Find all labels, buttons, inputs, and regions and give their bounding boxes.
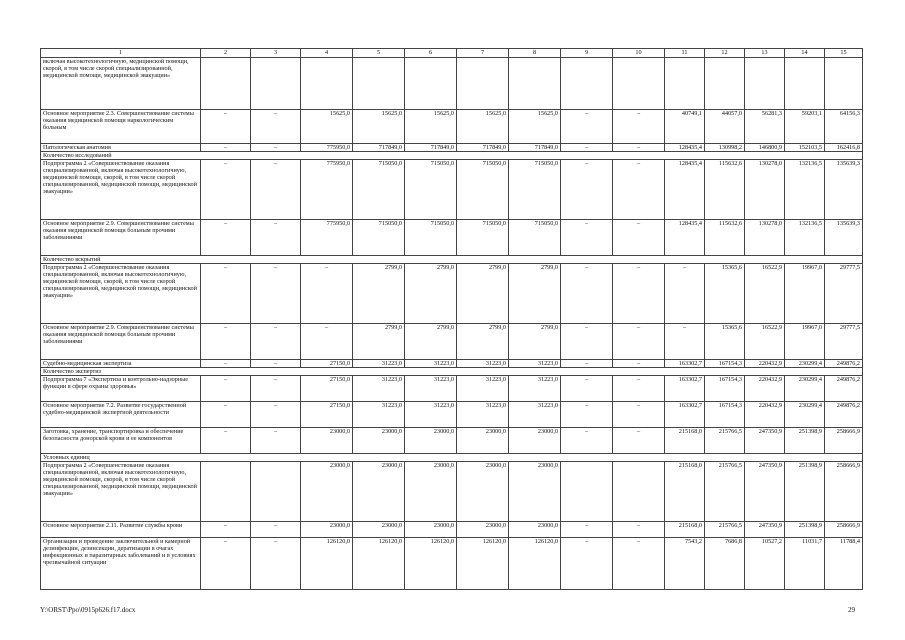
value-cell: 31223,0 [509, 376, 561, 402]
value-cell: – [201, 428, 251, 454]
value-cell [405, 58, 457, 110]
document-page [40, 48, 862, 590]
value-cell: – [613, 376, 665, 402]
table-row [41, 58, 863, 110]
column-number-header: 1 [41, 49, 201, 58]
data-table [40, 48, 863, 590]
value-cell: 220432,9 [745, 376, 785, 402]
value-cell: – [251, 538, 301, 590]
row-label-cell: Основное мероприятие 2.9. Совершенствование системы оказания медицинской помощи больным прочими заболеваниями [41, 324, 201, 360]
column-number-header: 10 [613, 49, 665, 58]
value-cell: 7686,8 [705, 538, 745, 590]
value-cell: 31223,0 [353, 402, 405, 428]
value-cell: – [201, 264, 251, 324]
value-cell: 15625,0 [509, 110, 561, 144]
value-cell: 163302,7 [665, 360, 705, 368]
value-cell: 31223,0 [353, 360, 405, 368]
value-cell: – [251, 324, 301, 360]
value-cell: 128435,4 [665, 160, 705, 220]
value-cell [561, 462, 613, 522]
row-label-cell: Подпрограмма 2 «Совершенствование оказания специализированной, включая высокотехнологичную, медицинской помощи, скорой, в том числе скорой специализированной, медицинской помощи, медицинской эвакуации» [41, 264, 201, 324]
header-row [41, 49, 863, 58]
value-cell: 215766,5 [705, 428, 745, 454]
value-cell: – [561, 360, 613, 368]
value-cell [825, 58, 863, 110]
value-cell: 19967,0 [785, 264, 825, 324]
value-cell [785, 58, 825, 110]
value-cell: – [561, 428, 613, 454]
footer-page-number: 29 [848, 606, 855, 614]
value-cell: 715050,0 [457, 160, 509, 220]
row-label-cell: Основное мероприятие 2.3. Совершенствование системы оказания медицинской помощи наркологическим больным [41, 110, 201, 144]
value-cell: 220432,9 [745, 360, 785, 368]
value-cell: 717849,0 [353, 144, 405, 152]
value-cell: – [561, 264, 613, 324]
column-number-header: 12 [705, 49, 745, 58]
section-label: Количество вскрытий [41, 256, 863, 264]
value-cell: – [613, 538, 665, 590]
value-cell: 23000,0 [405, 462, 457, 522]
row-label-cell: Судебно-медицинская экспертиза [41, 360, 201, 368]
value-cell: 215168,0 [665, 428, 705, 454]
value-cell: – [201, 110, 251, 144]
value-cell: – [613, 402, 665, 428]
value-cell: – [201, 160, 251, 220]
value-cell: – [251, 110, 301, 144]
value-cell: 31223,0 [509, 402, 561, 428]
value-cell: – [251, 376, 301, 402]
value-cell: 15625,0 [405, 110, 457, 144]
table-row [41, 144, 863, 152]
value-cell: – [201, 360, 251, 368]
value-cell: – [251, 402, 301, 428]
value-cell: – [561, 144, 613, 152]
value-cell: 2799,0 [457, 264, 509, 324]
table-row [41, 462, 863, 522]
value-cell: 251398,9 [785, 462, 825, 522]
value-cell [201, 58, 251, 110]
value-cell: 59203,1 [785, 110, 825, 144]
section-row [41, 256, 863, 264]
value-cell: – [561, 110, 613, 144]
value-cell: – [561, 160, 613, 220]
value-cell [745, 58, 785, 110]
value-cell: 23000,0 [509, 462, 561, 522]
value-cell: 230299,4 [785, 376, 825, 402]
value-cell: 128435,4 [665, 144, 705, 152]
value-cell: – [665, 324, 705, 360]
value-cell: 249876,2 [825, 360, 863, 368]
value-cell [509, 58, 561, 110]
value-cell: – [613, 324, 665, 360]
value-cell: – [665, 264, 705, 324]
value-cell: 11031,7 [785, 538, 825, 590]
value-cell: 126120,0 [353, 538, 405, 590]
column-number-header: 8 [509, 49, 561, 58]
table-row [41, 538, 863, 590]
column-number-header: 13 [745, 49, 785, 58]
value-cell: 23000,0 [509, 522, 561, 538]
value-cell: 23000,0 [353, 462, 405, 522]
row-label-cell: Основное мероприятие 2.11. Развитие службы крови [41, 522, 201, 538]
row-label-cell: Заготовка, хранение, транспортировка и обеспечение безопасности донорской крови и ее компонентов [41, 428, 201, 454]
value-cell: 132136,5 [785, 220, 825, 256]
table-row [41, 324, 863, 360]
value-cell: 15365,6 [705, 264, 745, 324]
table-row [41, 522, 863, 538]
value-cell: 775950,0 [301, 160, 353, 220]
value-cell: 715050,0 [509, 160, 561, 220]
value-cell: 230299,4 [785, 360, 825, 368]
value-cell: 715050,0 [509, 220, 561, 256]
value-cell: 167154,3 [705, 402, 745, 428]
value-cell: 717849,0 [457, 144, 509, 152]
value-cell: 717849,0 [509, 144, 561, 152]
value-cell: 163302,7 [665, 376, 705, 402]
value-cell: 128435,4 [665, 220, 705, 256]
value-cell: – [251, 264, 301, 324]
value-cell: 23000,0 [353, 428, 405, 454]
value-cell: 31223,0 [457, 360, 509, 368]
value-cell: 152103,5 [785, 144, 825, 152]
value-cell: – [251, 144, 301, 152]
value-cell: 15625,0 [457, 110, 509, 144]
value-cell: – [613, 144, 665, 152]
value-cell: 2799,0 [405, 264, 457, 324]
value-cell: – [613, 160, 665, 220]
table-row [41, 428, 863, 454]
section-row [41, 454, 863, 462]
value-cell: 23000,0 [301, 428, 353, 454]
value-cell: – [251, 160, 301, 220]
value-cell: 40749,1 [665, 110, 705, 144]
value-cell: 15625,0 [353, 110, 405, 144]
value-cell: 31223,0 [405, 360, 457, 368]
value-cell: 23000,0 [405, 522, 457, 538]
value-cell: – [201, 522, 251, 538]
column-number-header: 3 [251, 49, 301, 58]
value-cell: 130278,0 [745, 160, 785, 220]
value-cell: 258666,9 [825, 462, 863, 522]
value-cell: 167154,3 [705, 360, 745, 368]
value-cell [705, 58, 745, 110]
value-cell: – [201, 144, 251, 152]
value-cell [613, 462, 665, 522]
column-number-header: 7 [457, 49, 509, 58]
section-row [41, 152, 863, 160]
value-cell: 2799,0 [405, 324, 457, 360]
value-cell: 130998,2 [705, 144, 745, 152]
value-cell: – [561, 402, 613, 428]
value-cell [561, 58, 613, 110]
value-cell: 27150,0 [301, 402, 353, 428]
value-cell: 23000,0 [457, 462, 509, 522]
value-cell: 44057,0 [705, 110, 745, 144]
value-cell: 64156,3 [825, 110, 863, 144]
value-cell: – [301, 324, 353, 360]
row-label-cell: Основное мероприятие 7.2. Развитие государственной судебно-медицинской экспертной деятельности [41, 402, 201, 428]
value-cell: 717849,0 [405, 144, 457, 152]
value-cell: 126120,0 [405, 538, 457, 590]
section-row [41, 368, 863, 376]
value-cell: 31223,0 [509, 360, 561, 368]
value-cell: 31223,0 [405, 402, 457, 428]
value-cell: 715050,0 [353, 160, 405, 220]
value-cell: 19967,0 [785, 324, 825, 360]
value-cell: 715050,0 [405, 220, 457, 256]
value-cell: 23000,0 [457, 522, 509, 538]
value-cell: 251398,9 [785, 522, 825, 538]
value-cell: 23000,0 [509, 428, 561, 454]
value-cell: 23000,0 [457, 428, 509, 454]
value-cell: 715050,0 [353, 220, 405, 256]
value-cell: – [201, 220, 251, 256]
value-cell: 15365,6 [705, 324, 745, 360]
section-label: Количество экспертиз [41, 368, 863, 376]
value-cell: 15625,0 [301, 110, 353, 144]
table-row [41, 110, 863, 144]
value-cell: 215766,5 [705, 462, 745, 522]
value-cell: 16522,9 [745, 324, 785, 360]
value-cell: – [613, 522, 665, 538]
value-cell: 2799,0 [353, 324, 405, 360]
value-cell: 162416,8 [825, 144, 863, 152]
value-cell: 23000,0 [405, 428, 457, 454]
value-cell: 247350,9 [745, 522, 785, 538]
value-cell: 247350,9 [745, 428, 785, 454]
value-cell: 167154,3 [705, 376, 745, 402]
value-cell: 56281,3 [745, 110, 785, 144]
value-cell [613, 58, 665, 110]
footer-file-path: Y:\ORST\Ppo\0915p626.f17.docx [40, 606, 136, 614]
table-body [41, 49, 863, 590]
value-cell: 23000,0 [353, 522, 405, 538]
value-cell: – [561, 220, 613, 256]
value-cell: – [561, 522, 613, 538]
value-cell: 130278,0 [745, 220, 785, 256]
value-cell: 115632,6 [705, 220, 745, 256]
value-cell [457, 58, 509, 110]
value-cell: 126120,0 [457, 538, 509, 590]
value-cell: – [613, 360, 665, 368]
value-cell: – [251, 360, 301, 368]
value-cell: – [561, 324, 613, 360]
value-cell: 23000,0 [301, 522, 353, 538]
value-cell: – [251, 522, 301, 538]
column-number-header: 11 [665, 49, 705, 58]
row-label-cell: Подпрограмма 2 «Совершенствование оказания специализированной, включая высокотехнологичную, медицинской помощи, скорой, в том числе скорой специализированной, медицинской помощи, медицинской эвакуации» [41, 160, 201, 220]
value-cell: 135639,3 [825, 160, 863, 220]
table-row [41, 376, 863, 402]
value-cell: 31223,0 [405, 376, 457, 402]
value-cell: 27150,0 [301, 360, 353, 368]
row-label-cell: включая высокотехнологичную, медицинской помощи, скорой, в том числе скорой специализированной, медицинской помощи, медицинской эвакуации» [41, 58, 201, 110]
section-label: Количество исследований [41, 152, 863, 160]
value-cell: 2799,0 [457, 324, 509, 360]
value-cell: – [201, 376, 251, 402]
value-cell: – [251, 428, 301, 454]
value-cell: 10527,2 [745, 538, 785, 590]
value-cell: 29777,5 [825, 324, 863, 360]
value-cell: – [251, 220, 301, 256]
column-number-header: 6 [405, 49, 457, 58]
column-number-header: 15 [825, 49, 863, 58]
value-cell: 258666,9 [825, 428, 863, 454]
value-cell: 775950,0 [301, 144, 353, 152]
value-cell: – [613, 428, 665, 454]
value-cell: – [613, 220, 665, 256]
value-cell: 11788,4 [825, 538, 863, 590]
row-label-cell: Организация и проведение заключительной и камерной дезинфекции, дезинсекции, дератизации в очагах инфекционных и паразитарных заболеваний и в условиях чрезвычайной ситуации [41, 538, 201, 590]
value-cell: 7543,2 [665, 538, 705, 590]
value-cell: – [613, 110, 665, 144]
value-cell: 247350,9 [745, 462, 785, 522]
value-cell [251, 462, 301, 522]
value-cell: 249876,2 [825, 402, 863, 428]
value-cell: 135639,3 [825, 220, 863, 256]
row-label-cell: Подпрограмма 7 «Экспертиза и контрольно-надзорные функции в сфере охраны здоровья» [41, 376, 201, 402]
value-cell: 258666,9 [825, 522, 863, 538]
value-cell: 31223,0 [457, 402, 509, 428]
value-cell [665, 58, 705, 110]
value-cell: 775950,0 [301, 220, 353, 256]
value-cell: 31223,0 [457, 376, 509, 402]
value-cell: – [201, 324, 251, 360]
column-number-header: 14 [785, 49, 825, 58]
value-cell: 126120,0 [509, 538, 561, 590]
value-cell [201, 462, 251, 522]
row-label-cell: Подпрограмма 2 «Совершенствование оказания специализированной, включая высокотехнологичную, медицинской помощи, скорой, в том числе скорой специализированной, медицинской помощи, медицинской эвакуации» [41, 462, 201, 522]
value-cell: – [301, 264, 353, 324]
value-cell: 230299,4 [785, 402, 825, 428]
value-cell: 2799,0 [353, 264, 405, 324]
value-cell: 715050,0 [457, 220, 509, 256]
value-cell: 2799,0 [509, 264, 561, 324]
value-cell: 146800,9 [745, 144, 785, 152]
table-row [41, 264, 863, 324]
value-cell: 215168,0 [665, 522, 705, 538]
value-cell: 251398,9 [785, 428, 825, 454]
column-number-header: 4 [301, 49, 353, 58]
row-label-cell: Основное мероприятие 2.9. Совершенствование системы оказания медицинской помощи больным прочими заболеваниями [41, 220, 201, 256]
value-cell: – [561, 376, 613, 402]
value-cell: – [201, 538, 251, 590]
table-row [41, 360, 863, 368]
value-cell: – [201, 402, 251, 428]
value-cell: 163302,7 [665, 402, 705, 428]
value-cell: 115632,6 [705, 160, 745, 220]
value-cell: 31223,0 [353, 376, 405, 402]
value-cell: 132136,5 [785, 160, 825, 220]
value-cell: 16522,9 [745, 264, 785, 324]
row-label-cell: Патологическая анатомия [41, 144, 201, 152]
value-cell [251, 58, 301, 110]
table-row [41, 402, 863, 428]
value-cell: 249876,2 [825, 376, 863, 402]
value-cell: 2799,0 [509, 324, 561, 360]
table-row [41, 220, 863, 256]
value-cell [353, 58, 405, 110]
value-cell: 215168,0 [665, 462, 705, 522]
section-label: Условных единиц [41, 454, 863, 462]
value-cell: 215766,5 [705, 522, 745, 538]
value-cell: 715050,0 [405, 160, 457, 220]
column-number-header: 5 [353, 49, 405, 58]
column-number-header: 9 [561, 49, 613, 58]
value-cell: – [561, 538, 613, 590]
value-cell: – [613, 264, 665, 324]
value-cell: 126120,0 [301, 538, 353, 590]
value-cell: 220432,9 [745, 402, 785, 428]
value-cell: 23000,0 [301, 462, 353, 522]
value-cell: 27150,0 [301, 376, 353, 402]
column-number-header: 2 [201, 49, 251, 58]
value-cell: 29777,5 [825, 264, 863, 324]
table-row [41, 160, 863, 220]
value-cell [301, 58, 353, 110]
